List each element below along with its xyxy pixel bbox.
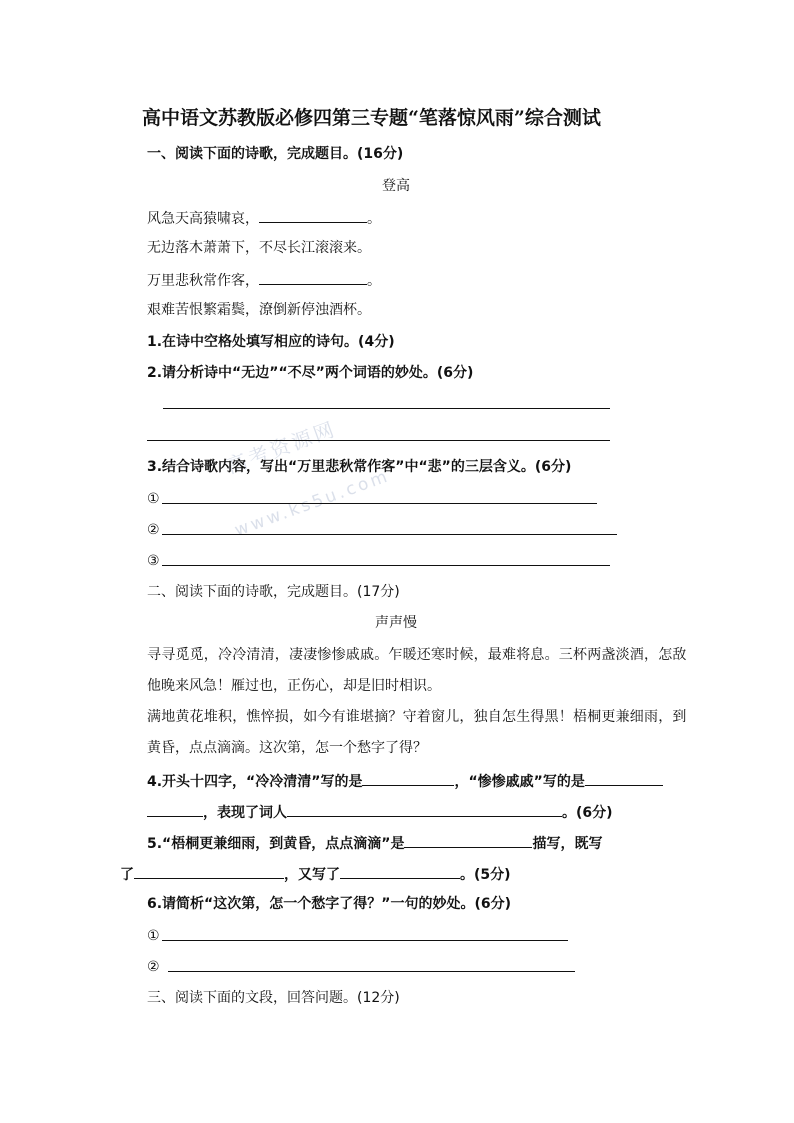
- q5-blank-2[interactable]: [134, 864, 284, 879]
- poem1-line3-text: 万里悲秋常作客，: [147, 273, 259, 289]
- q5-text-b: 描写，既写: [532, 836, 603, 852]
- q4-blank-1[interactable]: [362, 771, 454, 786]
- question-1: 1.在诗中空格处填写相应的诗句。(4分): [147, 334, 395, 350]
- poem2-para2-line2: 黄昏，点点滴滴。这次第，怎一个愁字了得？: [147, 740, 427, 756]
- q4-text-b: ，“惨惨戚戚”写的是: [454, 774, 585, 790]
- q4-text-d: 。(6分): [562, 805, 613, 821]
- poem2-para2-line1: 满地黄花堆积，憔悴损，如今有谁堪摘？守着窗儿，独自怎生得黑！梧桐更兼细雨，到: [147, 709, 687, 725]
- question-3: 3.结合诗歌内容，写出“万里悲秋常作客”中“悲”的三层含义。(6分): [147, 459, 572, 475]
- q4-blank-3[interactable]: [287, 802, 562, 817]
- question-6: 6.请简析“这次第，怎一个愁字了得？”一句的妙处。(6分): [147, 896, 511, 912]
- q2-answer-line-1[interactable]: [163, 408, 610, 409]
- poem1-line3: [147, 270, 381, 290]
- q5-blank-3[interactable]: [340, 864, 460, 879]
- question-4-line1: [147, 771, 663, 791]
- q3-mark-2: ②: [147, 522, 160, 538]
- section2-heading: 二、阅读下面的诗歌，完成题目。(17分): [147, 584, 400, 600]
- q6-answer-line-1[interactable]: [162, 940, 568, 941]
- q6-mark-2: ②: [147, 959, 160, 975]
- q6-mark-1: ①: [147, 928, 160, 944]
- q3-mark-3: ③: [147, 553, 160, 569]
- q5-text-e: 。(5分): [460, 867, 511, 883]
- poem1-title: 登高: [382, 178, 410, 194]
- watermark-text-cn: 高考资源网: [223, 416, 340, 479]
- poem2-title: 声声慢: [375, 615, 417, 631]
- q4-text-c: ，表现了词人: [203, 805, 287, 821]
- q4-blank-2b[interactable]: [147, 802, 203, 817]
- q5-blank-1[interactable]: [404, 833, 532, 848]
- question-5-line1: [147, 833, 602, 853]
- q5-text-c: 了: [120, 867, 134, 883]
- question-5-line2: [120, 864, 511, 884]
- q4-text-a: 4.开头十四字，“冷冷清清”写的是: [147, 774, 363, 790]
- q3-answer-line-3[interactable]: [162, 565, 610, 566]
- q5-text-d: ，又写了: [284, 867, 340, 883]
- q3-answer-line-1[interactable]: [162, 503, 597, 504]
- question-4-line2: [147, 802, 613, 822]
- q3-mark-1: ①: [147, 491, 160, 507]
- q4-blank-2a[interactable]: [585, 771, 663, 786]
- poem2-para1-line2: 他晚来风急！雁过也，正伤心，却是旧时相识。: [147, 678, 441, 694]
- section1-heading: 一、阅读下面的诗歌，完成题目。(16分): [147, 146, 404, 162]
- poem1-line1: [147, 208, 381, 228]
- poem2-para1-line1: 寻寻觅觅，冷冷清清，凄凄惨惨戚戚。乍暖还寒时候，最难将息。三杯两盏淡酒，怎敌: [147, 647, 687, 663]
- section3-heading: 三、阅读下面的文段，回答问题。(12分): [147, 990, 400, 1006]
- poem1-line3-end: 。: [367, 273, 381, 289]
- poem1-line4: 艰难苦恨繁霜鬓，潦倒新停浊酒杯。: [147, 302, 371, 318]
- page-title: 高中语文苏教版必修四第三专题“笔落惊风雨”综合测试: [142, 107, 601, 129]
- q6-answer-line-2[interactable]: [168, 971, 575, 972]
- poem1-line1-end: 。: [367, 211, 381, 227]
- question-2: 2.请分析诗中“无边”“不尽”两个词语的妙处。(6分): [147, 365, 474, 381]
- poem1-blank1[interactable]: [259, 208, 367, 223]
- q2-answer-line-2[interactable]: [147, 440, 610, 441]
- poem1-line1-text: 风急天高猿啸哀，: [147, 211, 259, 227]
- poem1-line2: 无边落木萧萧下，不尽长江滚滚来。: [147, 240, 371, 256]
- watermark-text-url: www.ks5u.com: [232, 466, 393, 541]
- q5-text-a: 5.“梧桐更兼细雨，到黄昏，点点滴滴”是: [147, 836, 405, 852]
- q3-answer-line-2[interactable]: [162, 534, 617, 535]
- poem1-blank2[interactable]: [259, 270, 367, 285]
